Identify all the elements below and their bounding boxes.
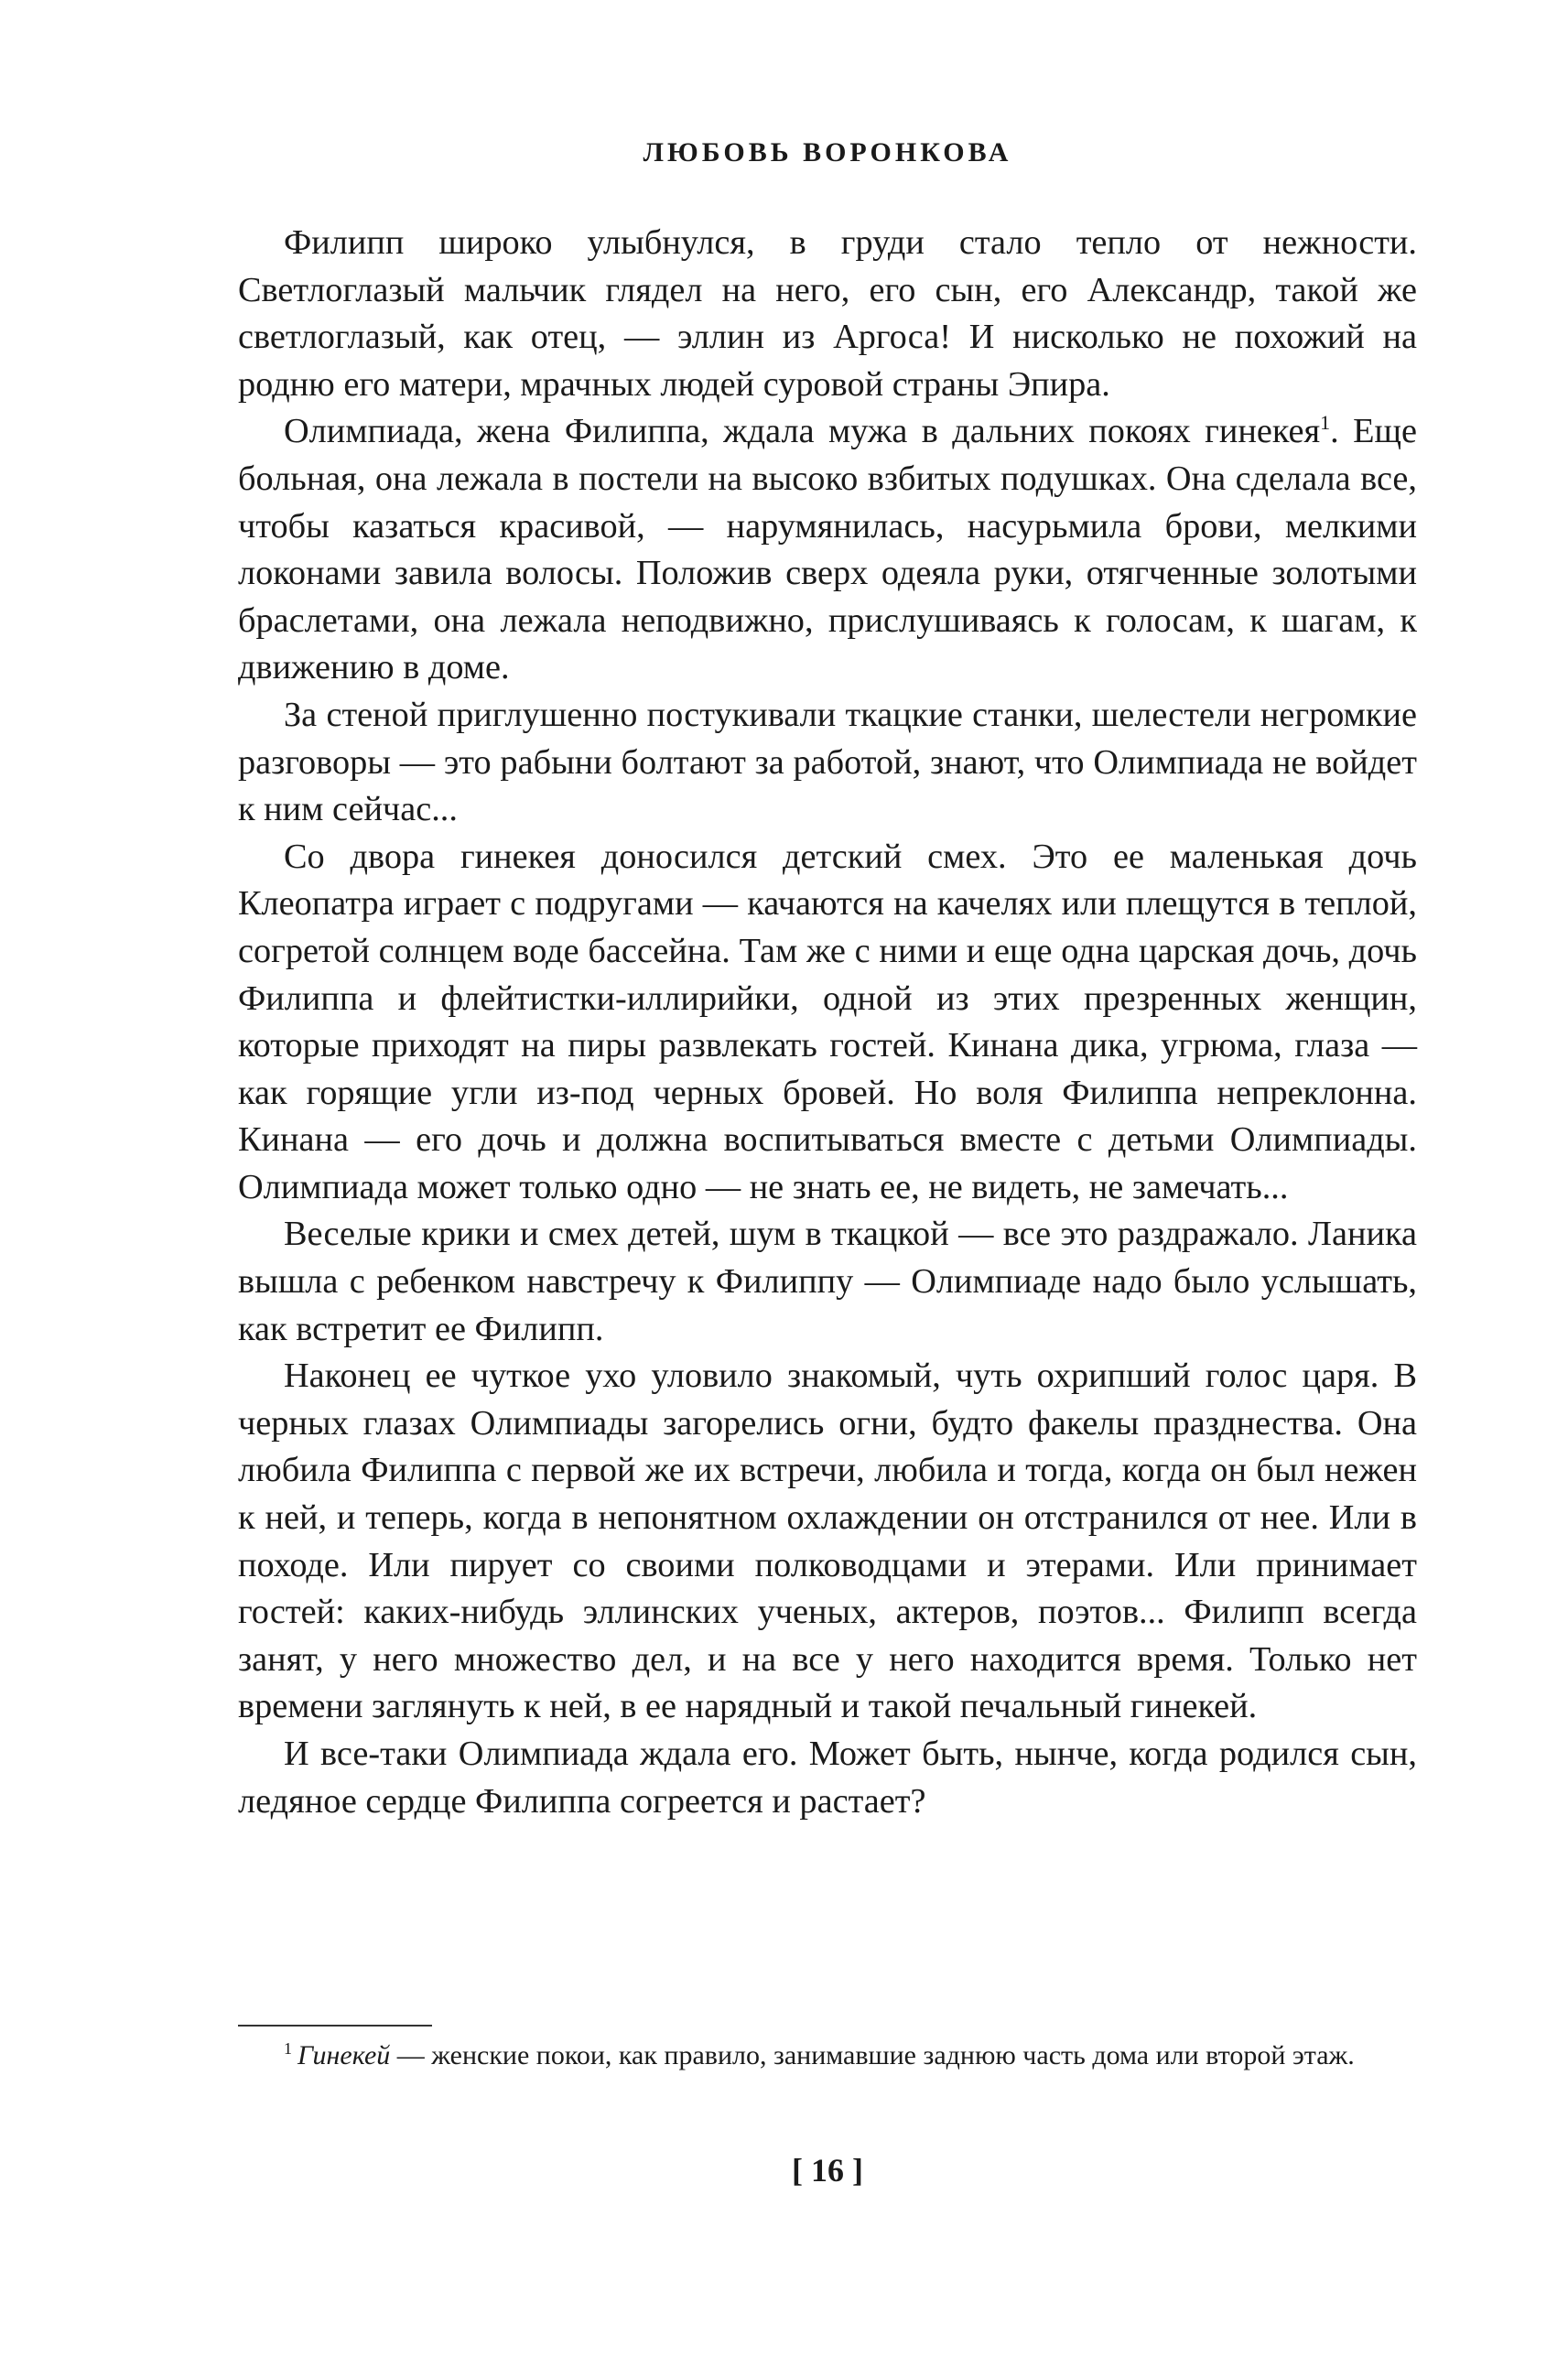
footnote-definition: — женские покои, как правило, занимавшие заднюю часть дома или второй этаж. [390,2040,1355,2070]
paragraph-1: Филипп широко улыбнулся, в груди стало тепло от нежности. Светлоглазый мальчик глядел на него, его сын, его Александр, такой же светлоглазый, как отец, — эллин из Аргоса! И нисколько не похожий на родню его матери, мрачных людей суровой страны Эпира. [238,223,1417,404]
footnote [238,2038,1417,2074]
paragraph-7: И все-таки Олимпиада ждала его. Может быть, нынче, когда родился сын, ледяное сердце Филиппа согреется и растает? [238,1735,1417,1821]
footnote-text [238,2038,1417,2074]
paragraph-6: Наконец ее чуткое ухо уловило знакомый, чуть охрипший голос царя. В черных глазах Олимпиады загорелись огни, будто факелы празднества. Она любила Филиппа с первой же их встречи, любила и тогда, когда он был нежен к ней, и теперь, когда в непонятном охлаждении он отстранился от нее. Или в походе. Или пирует со своими полководцами и этерами. Или принимает гостей: каких-нибудь эллинских ученых, актеров, поэтов... Филипп всегда занят, у него множество дел, и на все у него находится время. Только нет времени заглянуть к ней, в ее нарядный и такой печальный гинекей. [238,1357,1417,1726]
footnote-mark: 1 [284,2039,292,2058]
paragraph-5: Веселые крики и смех детей, шум в ткацкой — все это раздражало. Ланика вышла с ребенком навстречу к Филиппу — Олимпиаде надо было услышать, как встретит ее Филипп. [238,1215,1417,1348]
body-text [238,220,1417,1825]
footnote-separator [238,2025,432,2027]
footnote-term: Гинекей [297,2040,391,2070]
paragraph-2 [238,408,1417,692]
page-number: [ 16 ] [792,2152,863,2189]
paragraph-2-start: Олимпиада, жена Филиппа, ждала мужа в дальних покоях гинекея [284,412,1321,451]
paragraph-4: Со двора гинекея доносился детский смех. Это ее маленькая дочь Клеопатра играет с подругами — качаются на качелях или плещутся в теплой, согретой солнцем воде бассейна. Там же с ними и еще одна царская дочь, дочь Филиппа и флейтистки-иллирийки, одной из этих презренных женщин, которые приходят на пиры развлекать гостей. Кинана дика, угрюма, глаза — как горящие угли из-под черных бровей. Но воля Филиппа непреклонна. Кинана — его дочь и должна воспитываться вместе с детьми Олимпиады. Олимпиада может только одно — не знать ее, не видеть, не замечать... [238,837,1417,1206]
running-head: ЛЮБОВЬ ВОРОНКОВА [643,137,1012,168]
paragraph-2-rest: . Еще больная, она лежала в постели на высоко взбитых подушках. Она сделала все, чтобы казаться красивой, — нарумянилась, насурьмила брови, мелкими локонами завила волосы. Положив сверх одеяла руки, отягченные золотыми браслетами, она лежала неподвижно, прислушиваясь к голосам, к шагам, к движению в доме. [238,412,1417,687]
paragraph-3: За стеной приглушенно постукивали ткацкие станки, шелестели негромкие разговоры — это рабыни болтают за работой, знают, что Олимпиада не войдет к ним сейчас... [238,695,1417,829]
footnote-reference[interactable]: 1 [1320,411,1331,435]
